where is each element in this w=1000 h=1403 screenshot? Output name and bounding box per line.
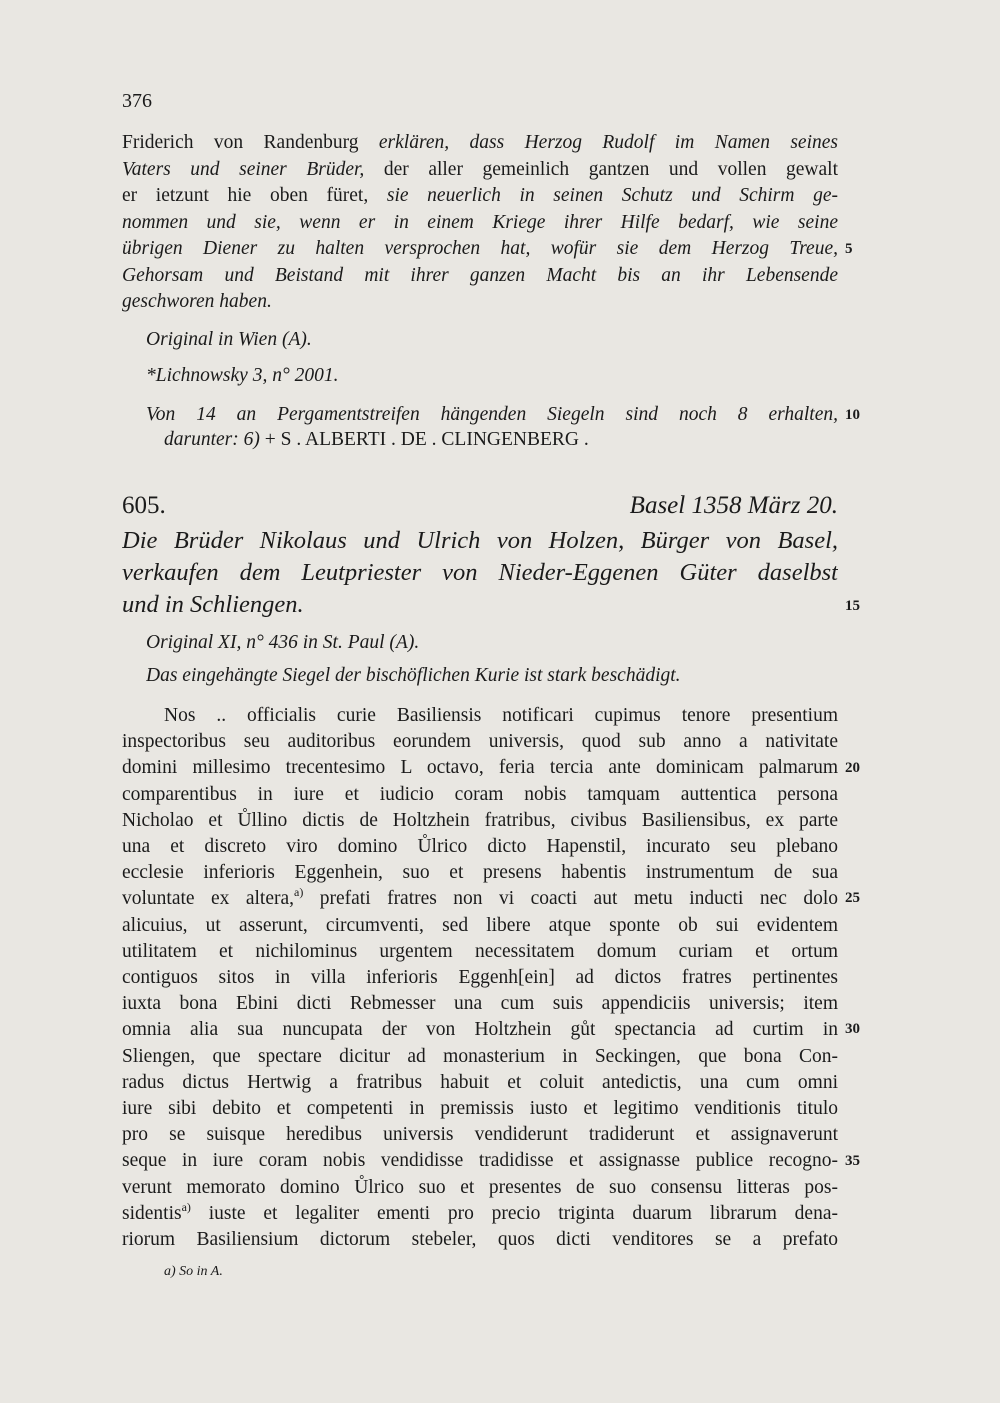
line-number-30: 30 — [845, 1021, 860, 1037]
charter-line-text: pro se suisque heredibus universis vendiderunt tradiderunt et assignaverunt — [122, 1124, 838, 1146]
charter-line-text: sidentis — [122, 1202, 182, 1224]
charter-line — [122, 939, 838, 965]
charter-line-text: Nos .. officialis curie Basiliensis notificari cupimus tenore presentium — [164, 705, 838, 726]
charter-line — [122, 782, 838, 808]
summary-segment: nommen und sie, wenn er in einem Kriege ihrer Hilfe bedarf, wie seine — [122, 211, 838, 233]
charter-line-text: omnia alia sua nuncupata der von Holtzhein gůt spectancia ad curtim in — [122, 1019, 838, 1041]
charter-line-text: una et discreto viro domino Ůlrico dicto Hapenstil, incurato seu plebano — [122, 836, 838, 857]
charter-line — [122, 1070, 838, 1096]
regest-line-2: verkaufen dem Leutpriester von Nieder-Eggenen Güter daselbst — [122, 559, 838, 586]
charter-line-text: alicuius, ut asserunt, circumventi, sed libere atque sponte ob sui evidentem — [122, 914, 838, 936]
charter-line-text: verunt memorato domino Ůlrico suo et presentes de suo consensu litteras pos- — [122, 1176, 838, 1198]
seal-note-line-2 — [164, 427, 880, 453]
charter-line-text: ecclesie inferioris Eggenhein, suo et presens habentis instrumentum de sua — [122, 862, 838, 884]
charter-line-text: iuxta bona Ebini dicti Rebmesser una cum suis appendiciis universis; item — [122, 993, 838, 1015]
charter-line — [122, 913, 838, 939]
summary-segment: sie neuerlich in seinen Schutz und Schirm ge- — [386, 185, 838, 206]
charter-line — [122, 965, 838, 991]
charter-line — [164, 703, 838, 729]
source-original: Original in Wien (A). — [146, 329, 312, 350]
charter-line-text: voluntate ex altera, — [122, 888, 294, 910]
charter-line — [122, 860, 838, 886]
charter-line-text: seque in iure coram nobis vendidisse tradidisse et assignasse publice recogno- — [122, 1150, 838, 1172]
charter-line-continuation: iuste et legaliter ementi pro precio triginta duarum librarum dena- — [190, 1202, 838, 1224]
summary-segment: übrigen Diener zu halten versprochen hat, wofür sie dem Herzog Treue, — [122, 238, 838, 259]
summary-line — [122, 130, 838, 156]
regest-line-3: und in Schliengen. — [122, 591, 304, 618]
line-number-35: 35 — [845, 1153, 860, 1169]
line-number-5: 5 — [845, 241, 853, 257]
line-number-15: 15 — [845, 598, 860, 614]
charter-line-text: utilitatem et nichilominus urgentem necessitatem domum curiam et ortum — [122, 940, 838, 962]
footnote: a) So in A. — [164, 1264, 223, 1279]
source2-seal-note: Das eingehängte Siegel der bischöflichen Kurie ist stark beschädigt. — [146, 665, 681, 686]
source2-original: Original XI, n° 436 in St. Paul (A). — [146, 632, 420, 653]
summary-segment: der aller gemeinlich gantzen und vollen gewalt — [383, 158, 838, 180]
charter-line-text: radus dictus Hertwig a fratribus habuit et coluit antedictis, una cum omni — [122, 1071, 838, 1093]
seal-note-prefix: darunter: 6) — [164, 429, 265, 450]
charter-line — [122, 886, 838, 913]
charter-line — [122, 755, 838, 781]
charter-line-text: comparentibus in iure et iudicio coram nobis tamquam auttentica persona — [122, 783, 838, 805]
charter-line — [122, 834, 838, 860]
footnote-marker: a) — [294, 886, 304, 900]
charter-line-text: domini millesimo trecentesimo L octavo, feria tercia ante dominicam palmarum — [122, 757, 838, 779]
seal-inscription: + S . ALBERTI . DE . CLINGENBERG . — [264, 429, 589, 450]
summary-line — [122, 289, 838, 315]
charter-line-text: Sliengen, que spectare dicitur ad monasterium in Seckingen, que bona Con- — [122, 1045, 838, 1067]
charter-line-text: riorum Basiliensium dictorum stebeler, quos dicti venditores se a prefato — [122, 1229, 838, 1250]
source-print: *Lichnowsky 3, n° 2001. — [146, 365, 339, 386]
charter-line — [122, 1201, 838, 1228]
page-number: 376 — [122, 90, 152, 112]
charter-line — [122, 808, 838, 834]
summary-line — [122, 183, 838, 209]
summary-segment: erklären, dass Herzog Rudolf im Namen seines — [378, 132, 838, 153]
charter-line — [122, 1096, 838, 1122]
line-number-25: 25 — [845, 890, 860, 906]
summary-line — [122, 263, 838, 289]
summary-line — [122, 236, 838, 262]
charter-line-continuation: prefati fratres non vi coacti aut metu inducti nec dolo — [303, 888, 838, 910]
charter-line — [122, 991, 838, 1017]
summary-segment: Gehorsam und Beistand mit ihrer ganzen Macht bis an ihr Lebensende — [122, 264, 838, 286]
charter-line-text: iure sibi debito et competenti in premissis iusto et legitimo venditionis titulo — [122, 1098, 838, 1119]
charter-line — [122, 1017, 838, 1043]
charter-line — [122, 1148, 838, 1174]
line-number-20: 20 — [845, 760, 860, 776]
charter-line — [122, 729, 838, 755]
footnote-marker: a) — [181, 1200, 191, 1214]
document-date: Basel 1358 März 20. — [629, 492, 838, 519]
regest-line-1: Die Brüder Nikolaus und Ulrich von Holzen, Bürger von Basel, — [122, 527, 838, 554]
charter-line-text: inspectoribus seu auditoribus eorundem universis, quod sub anno a nativitate — [122, 731, 838, 753]
charter-line — [122, 1122, 838, 1148]
summary-line — [122, 157, 838, 183]
line-number-10: 10 — [845, 407, 860, 423]
charter-line — [122, 1044, 838, 1070]
summary-line — [122, 210, 838, 236]
charter-line-text: Nicholao et Ůllino dictis de Holtzhein fratribus, civibus Basiliensibus, ex parte — [122, 809, 838, 831]
seal-note-line-1: Von 14 an Pergamentstreifen hängenden Siegeln sind noch 8 erhalten, — [146, 404, 838, 425]
summary-segment: er ietzunt hie oben füret, — [122, 185, 387, 206]
charter-line — [122, 1175, 838, 1201]
charter-line — [122, 1227, 838, 1253]
document-number: 605. — [122, 492, 166, 519]
summary-segment: geschworen haben. — [122, 291, 272, 312]
summary-segment: Vaters und seiner Brüder, — [122, 158, 384, 180]
summary-segment: Friderich von Randenburg — [122, 132, 379, 153]
charter-line-text: contiguos sitos in villa inferioris Eggenh[ein] ad dictos fratres pertinentes — [122, 967, 838, 988]
